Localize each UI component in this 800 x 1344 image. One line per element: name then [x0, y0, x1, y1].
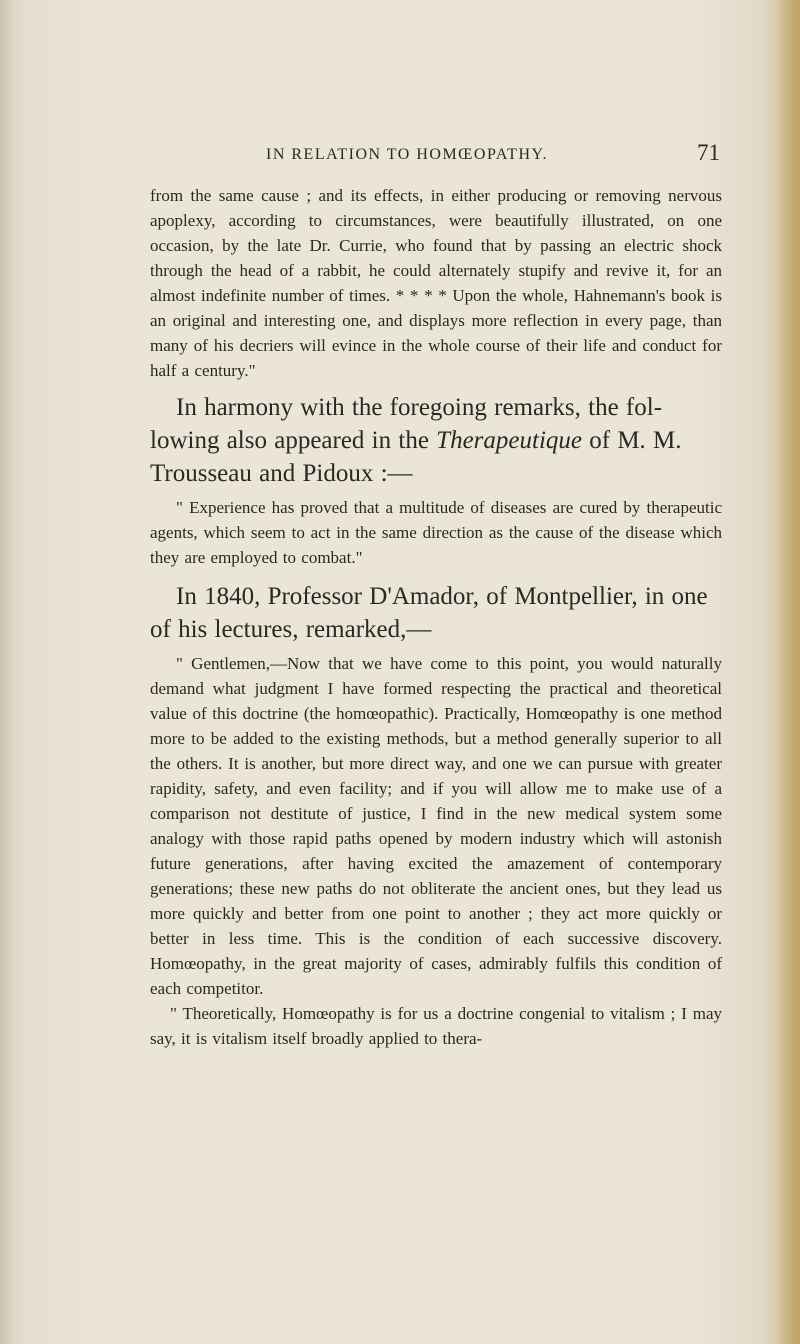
paragraph-damador-intro: In 1840, Professor D'Amador, of Montpellier, in one of his lectures, remarked,—	[150, 583, 708, 643]
paragraph-theoretical-quote: " Theoretically, Homœopathy is for us a doctrine congenial to vitalism ; I may say, it is vitalism itself broadly applied to thera-	[150, 1004, 722, 1048]
paragraph-damador-quote: " Gentlemen,—Now that we have come to this point, you would naturally demand what judgment I have formed respecting the practical and theoretical value of this doctrine (the homœopathic). Practically, Homœopathy is one method more to be added to the existing methods, but a method generally superior to all the others. It is another, but more direct way, and one we can pursue with greater rapidity, safety, and even facility; and if you will allow me to make use of a comparison not destitute of justice, I find in the new medical system some analogy with those rapid paths opened by modern industry which will astonish future generations, after having excited the amazement of contemporary generations; these new paths do not obliterate the ancient ones, but they lead us more quickly and better from one point to another ; they act more quickly or better in less time. This is the condition of each successive discovery. Homœopathy, in the great majority of cases, admirably fulfils this condition of each competitor.	[150, 654, 722, 998]
running-head: IN RELATION TO HOMŒOPATHY.	[266, 146, 548, 163]
intro-text-end: of M. M. Trousseau and Pidoux :—	[150, 427, 682, 487]
paragraph-trousseau-intro	[150, 391, 722, 490]
paragraph-quote-continuation: from the same cause ; and its effects, in either producing or removing nervous apoplexy, according to circumstances, were beautifully illustrated, on one occasion, by the late Dr. Currie, who found that by passing an electric shock through the head of a rabbit, he could alternately stupify and revive it, for an almost indefinite number of times. * * * * Upon the whole, Hahnemann's book is an original and interesting one, and displays more reflection in every page, than many of his decriers will evince in the whole course of their life and conduct for half a century."	[150, 186, 722, 380]
page-header	[150, 140, 720, 176]
work-title-therapeutique: Therapeutique	[436, 427, 582, 454]
intro-text-start: In harmony with the foregoing remarks, the fol-lowing also appeared in the	[150, 394, 663, 454]
page-number: 71	[697, 140, 720, 165]
page-body	[150, 183, 722, 1051]
page-right-edge	[778, 0, 800, 1344]
paragraph-trousseau-quote: " Experience has proved that a multitude of diseases are cured by therapeutic agents, which seem to act in the same direction as the cause of the disease which they are employed to combat."	[150, 498, 722, 567]
page-left-shadow	[0, 0, 14, 1344]
